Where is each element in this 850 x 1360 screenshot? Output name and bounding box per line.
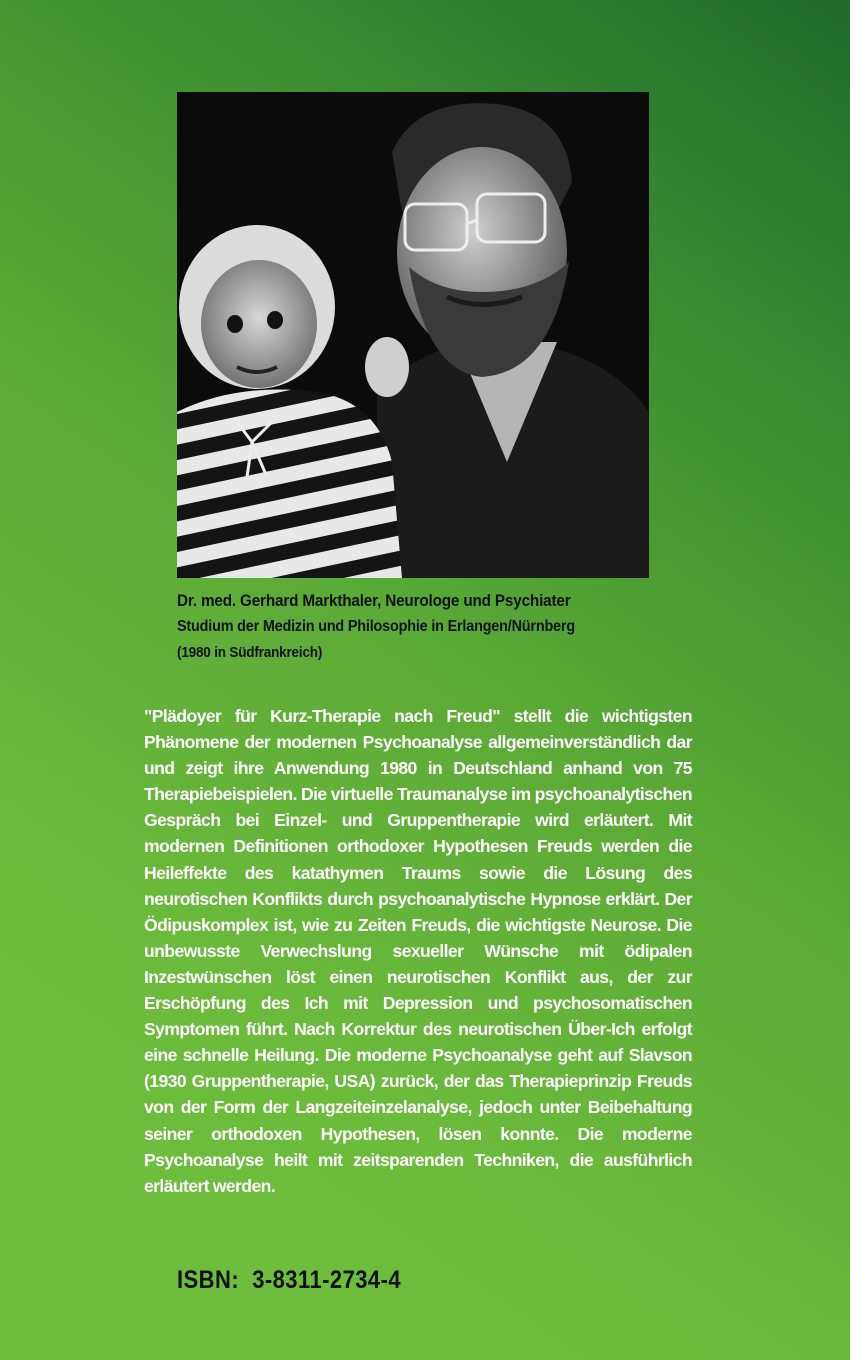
author-caption: [177, 588, 697, 666]
photo-note-line: (1980 in Südfrankreich): [177, 644, 323, 661]
isbn-number: ISBN: 3-8311-2734-4: [177, 1266, 402, 1294]
author-studies-line: Studium der Medizin und Philosophie in Erlangen/Nürnberg: [177, 618, 575, 635]
author-photo: [177, 92, 649, 578]
author-name-line: Dr. med. Gerhard Markthaler, Neurologe und Psychiater: [177, 591, 571, 610]
author-photo-illustration: [177, 92, 649, 578]
book-description: "Plädoyer für Kurz-Therapie nach Freud" stellt die wichtigsten Phänomene der modernen Psychoanalyse allgemeinverständlich dar und zeigt ihre Anwendung 1980 in Deutschland anhand von 75 Therapiebeispielen. Die virtuelle Traumanalyse im psychoanalytischen Gespräch bei Einzel- und Gruppentherapie wird erläutert. Mit modernen Definitionen orthodoxer Hypothesen Freuds werden die Heileffekte des katathymen Traums sowie die Lösung des neurotischen Konflikts durch psychoanalytische Hypnose erklärt. Der Ödipuskomplex ist, wie zu Zeiten Freuds, die wichtigste Neurose. Die unbewusste Verwechslung sexueller Wünsche mit ödipalen Inzestwünschen löst einen neurotischen Konflikt aus, der zur Erschöpfung des Ich mit Depression und psychosomatischen Symptomen führt. Nach Korrektur des neurotischen Über-Ich erfolgt eine schnelle Heilung. Die moderne Psychoanalyse geht auf Slavson (1930 Gruppentherapie, USA) zurück, der das Therapieprinzip Freuds von der Form der Langzeiteinzelanalyse, jedoch unter Beibehaltung seiner orthodoxen Hypothesen, lösen konnte. Die moderne Psychoanalyse heilt mit zeitsparenden Techniken, die ausführlich erläutert werden.: [144, 706, 692, 1196]
